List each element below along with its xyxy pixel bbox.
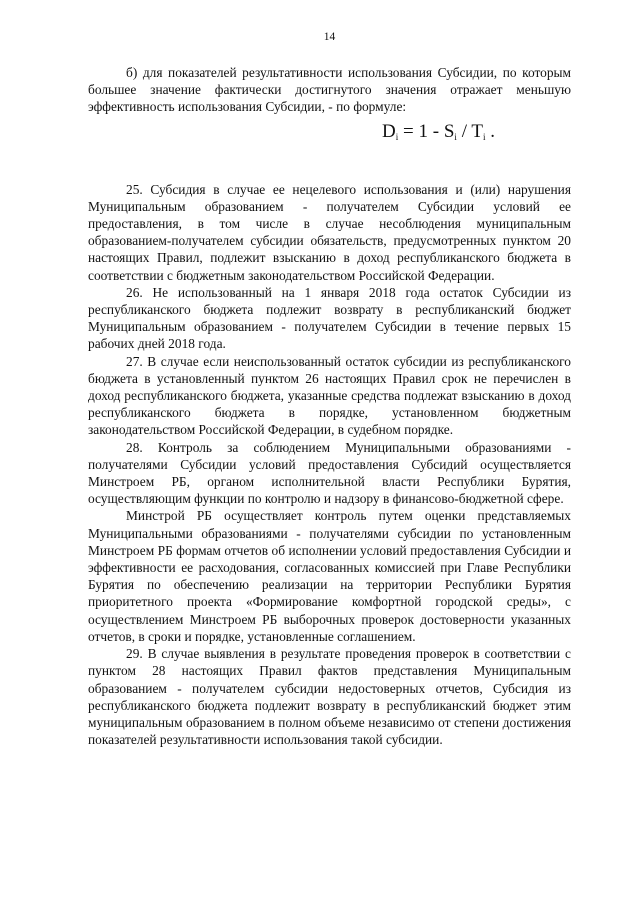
paragraph-27: 27. В случае если неиспользованный остаток субсидии из республиканского бюджета в установленный пунктом 26 настоящих Правил срок не перечислен в доход республиканского бюджета, указанные средства подлежат взысканию в доход республиканского бюджета в порядке, установленном бюджетным законодательством Российской Федерации, в судебном порядке. bbox=[88, 353, 571, 438]
formula-s-subscript: i bbox=[454, 131, 457, 142]
formula-d-subscript: i bbox=[395, 131, 399, 142]
paragraph-28-continued: Минстрой РБ осуществляет контроль путем оценки представляемых Муниципальными образованиями - получателями субсидии по установленным Минстроем РБ формам отчетов об исполнении условий предоставления Субсидии и эффективности ее расходования, согласованных комиссией при Главе Республики Бурятия по обеспечению реализации на территории Республики Бурятия приоритетного проекта «Формирование комфортной городской среды», с осуществлением Минстроем РБ выборочных проверок достоверности указанных отчетов, в сроки и порядке, установленные соглашением. bbox=[88, 508, 571, 644]
formula-s: S bbox=[443, 120, 455, 142]
paragraph-25: 25. Субсидия в случае ее нецелевого использования и (или) нарушения Муниципальным образованием - получателем Субсидии условий ее предоставления, в том числе в случае несоблюдения муниципальным образованием-получателем субсидии обязательств, предусмотренных пунктом 20 настоящих Правил, подлежит взысканию в доход республиканского бюджета в соответствии с бюджетным законодательством Российской Федерации. bbox=[88, 181, 571, 283]
formula-t: T bbox=[471, 120, 483, 142]
formula-equals-one-minus: = 1 - bbox=[398, 120, 444, 142]
page-number: 14 bbox=[323, 31, 336, 43]
paragraph-26: 26. Не использованный на 1 января 2018 года остаток Субсидии из республиканского бюджета подлежит возврату в республиканский бюджет Муниципальным образованием - получателем Субсидии в течение первых 15 рабочих дней 2018 года. bbox=[88, 284, 571, 352]
formula-d: D bbox=[382, 120, 396, 142]
paragraph-b-intro: б) для показателей результативности использования Субсидии, по которым большее значение фактически достигнутого значения отражает меньшую эффективность использования Субсидии, - по формуле: bbox=[88, 65, 571, 115]
formula-divide: / bbox=[456, 120, 472, 142]
paragraph-29: 29. В случае выявления в результате проведения проверок в соответствии с пунктом 28 настоящих Правил фактов представления Муниципальным образованием - получателем субсидии недостоверных отчетов, Субсидия из республиканского бюджета подлежит возврату в республиканский бюджет этим муниципальным образованием в полном объеме независимо от степени достижения показателей результативности использования такой субсидии. bbox=[88, 646, 571, 748]
formula-end: . bbox=[485, 120, 495, 142]
document-page bbox=[88, 30, 571, 748]
paragraph-28: 28. Контроль за соблюдением Муниципальными образованиями - получателями Субсидии условий предоставления Субсидий осуществляется Минстроем РБ, органом исполнительной власти Республики Бурятия, осуществляющим функции по контролю и надзору в финансово-бюджетной сфере. bbox=[88, 439, 571, 507]
formula-t-subscript: i bbox=[482, 131, 486, 142]
formula bbox=[88, 120, 571, 149]
